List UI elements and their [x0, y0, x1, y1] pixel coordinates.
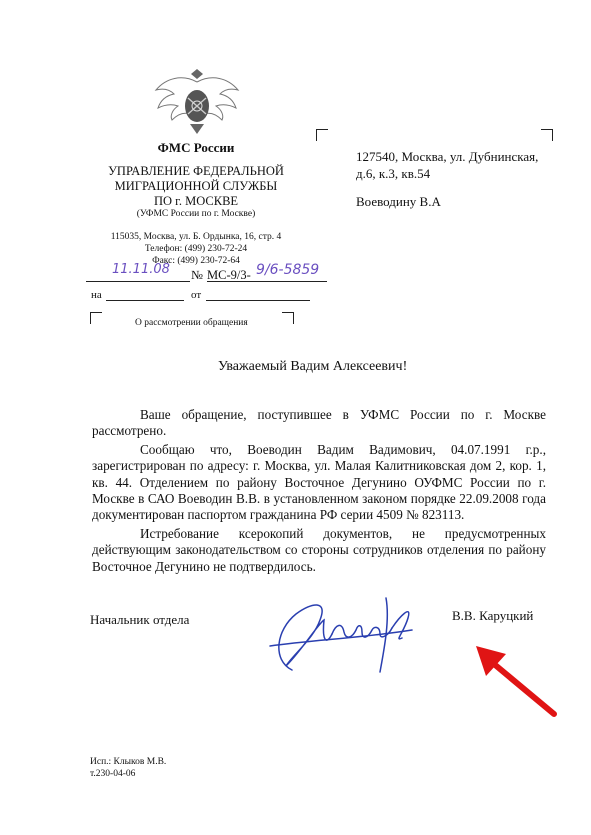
signatory-position: Начальник отдела — [90, 612, 190, 627]
recipient-corner-left — [316, 129, 328, 141]
letter-body — [92, 407, 546, 575]
org-name-line3: ПО г. МОСКВЕ — [153, 194, 239, 208]
org-abbreviation: (УФМС России по г. Москве) — [136, 209, 256, 219]
executor-phone: т.230-04-06 — [90, 769, 136, 779]
sender-address: 115035, Москва, ул. Б. Ордынка, 16, стр. 4 — [110, 232, 282, 242]
red-arrow-icon — [470, 640, 560, 720]
subject-corner-left — [90, 312, 102, 324]
org-name-line2: МИГРАЦИОННОЙ СЛУЖБЫ — [114, 179, 278, 193]
agency-short-name: ФМС России — [157, 140, 235, 155]
handwritten-signature — [262, 580, 422, 680]
recipient-address-line2: д.6, к.3, кв.54 — [356, 166, 431, 181]
na-underline — [106, 300, 184, 301]
org-name-line1: УПРАВЛЕНИЕ ФЕДЕРАЛЬНОЙ — [108, 164, 284, 178]
body-paragraph-3: Истребование ксерокопий документов, не предусмотренных действующим законодательством со стороны сотрудников отделения по району Восточное Дегунино не подтвердилось. — [92, 525, 546, 574]
executor-name: Исп.: Клыков М.В. — [90, 757, 167, 767]
na-label: на — [91, 289, 102, 301]
salutation-text: Уважаемый Вадим Алексеевич! — [218, 359, 408, 374]
number-prefix: МС-9/3- — [207, 268, 251, 282]
recipient-corner-right — [541, 129, 553, 141]
sender-phone: Телефон: (499) 230-72-24 — [144, 244, 248, 254]
handwritten-number: 9/6-5859 — [256, 262, 320, 278]
body-paragraph-1: Ваше обращение, поступившее в УФМС России по г. Москве рассмотрено. — [92, 407, 546, 439]
number-label: № — [191, 268, 203, 282]
sender-fax: Факс: (499) 230-72-64 — [152, 256, 240, 266]
signatory-name: В.В. Каруцкий — [452, 608, 534, 623]
ministry-eagle-emblem-icon — [152, 68, 242, 136]
number-underline — [207, 281, 327, 282]
date-underline — [86, 281, 190, 282]
ot-label: от — [191, 289, 202, 301]
ot-underline — [206, 300, 310, 301]
recipient-name: Воеводину В.А — [356, 194, 441, 209]
handwritten-date: 11.11.08 — [112, 262, 170, 277]
subject-corner-right — [282, 312, 294, 324]
letter-subject: О рассмотрении обращения — [135, 318, 248, 328]
recipient-address-line1: 127540, Москва, ул. Дубнинская, — [356, 149, 539, 164]
body-paragraph-2: Сообщаю что, Воеводин Вадим Вадимович, 04.07.1991 г.р., зарегистрирован по адресу: г. Москва, ул. Малая Калитниковская дом 2, кор. 1, кв. 44. Отделением по району Восточное Дегунино ОУФМС России по г. Москве в САО Воеводин В.В. в установленном законом порядке 22.09.2008 года документирован паспортом гражданина РФ серии 4509 № 823113. — [92, 441, 546, 523]
